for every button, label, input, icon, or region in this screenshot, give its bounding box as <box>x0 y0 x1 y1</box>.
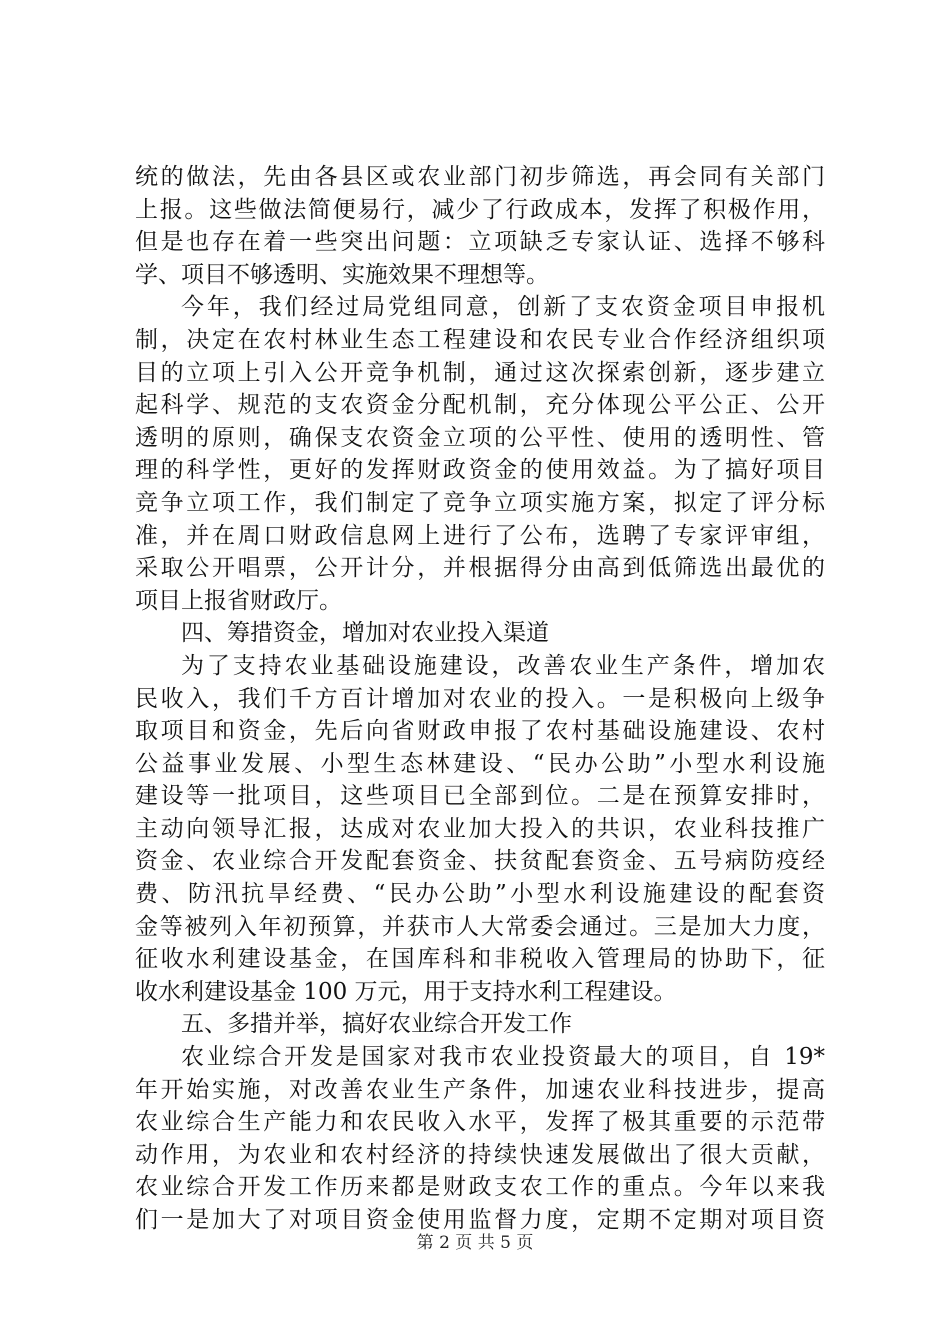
text-line: 取项目和资金，先后向省财政申报了农村基础设施建设、农村 <box>135 718 825 745</box>
text-line: 为了支持农业基础设施建设，改善农业生产条件，增加农 <box>181 652 825 679</box>
text-line: 透明的原则，确保支农资金立项的公平性、使用的透明性、管 <box>135 424 825 451</box>
text-line: 理的科学性，更好的发挥财政资金的使用效益。为了搞好项目 <box>135 457 825 484</box>
text-line: 上报。这些做法简便易行，减少了行政成本，发挥了积极作用， <box>135 196 825 223</box>
text-line: 准，并在周口财政信息网上进行了公布，选聘了专家评审组， <box>135 522 825 549</box>
text-line: 民收入，我们千方百计增加对农业的投入。一是积极向上级争 <box>135 685 825 712</box>
text-line: 五、多措并举，搞好农业综合开发工作 <box>181 1011 572 1038</box>
text-line: 学、项目不够透明、实施效果不理想等。 <box>135 261 549 288</box>
text-line: 公益事业发展、小型生态林建设、“民办公助”小型水利设施 <box>135 750 825 777</box>
text-line: 们一是加大了对项目资金使用监督力度，定期不定期对项目资 <box>135 1207 825 1233</box>
text-line: 起科学、规范的支农资金分配机制，充分体现公平公正、公开 <box>135 392 825 419</box>
text-line: 建设等一批项目，这些项目已全部到位。二是在预算安排时， <box>135 783 825 810</box>
text-line: 竞争立项工作，我们制定了竞争立项实施方案，拟定了评分标 <box>135 489 825 516</box>
text-line: 农业综合开发是国家对我市农业投资最大的项目，自 19* <box>181 1044 825 1071</box>
text-line: 制，决定在农村林业生态工程建设和农民专业合作经济组织项 <box>135 326 825 353</box>
text-line: 资金、农业综合开发配套资金、扶贫配套资金、五号病防疫经 <box>135 848 825 875</box>
text-line: 项目上报省财政厅。 <box>135 587 342 614</box>
text-line: 年开始实施，对改善农业生产条件，加速农业科技进步，提高 <box>135 1076 825 1103</box>
text-line: 主动向领导汇报，达成对农业加大投入的共识，农业科技推广 <box>135 815 825 842</box>
text-line: 今年，我们经过局党组同意，创新了支农资金项目申报机 <box>181 294 825 321</box>
text-line: 采取公开唱票，公开计分，并根据得分由高到低筛选出最优的 <box>135 555 825 582</box>
text-line: 但是也存在着一些突出问题：立项缺乏专家认证、选择不够科 <box>135 229 825 256</box>
text-line: 动作用，为农业和农村经济的持续快速发展做出了很大贡献， <box>135 1141 825 1168</box>
text-line: 农业综合开发工作历来都是财政支农工作的重点。今年以来我 <box>135 1174 825 1201</box>
text-line: 四、筹措资金，增加对农业投入渠道 <box>181 620 549 647</box>
text-line: 农业综合生产能力和农民收入水平，发挥了极其重要的示范带 <box>135 1109 825 1136</box>
text-line: 目的立项上引入公开竞争机制，通过这次探索创新，逐步建立 <box>135 359 825 386</box>
body-text <box>135 161 825 1237</box>
text-line: 金等被列入年初预算，并获市人大常委会通过。三是加大力度， <box>135 913 825 940</box>
text-line: 收水利建设基金 100 万元，用于支持水利工程建设。 <box>135 978 677 1005</box>
text-line: 费、防汛抗旱经费、“民办公助”小型水利设施建设的配套资 <box>135 881 825 908</box>
text-line: 统的做法，先由各县区或农业部门初步筛选，再会同有关部门 <box>135 164 825 190</box>
page-footer: 第 2 页 共 5 页 <box>416 1233 534 1253</box>
text-line: 征收水利建设基金，在国库科和非税收入管理局的协助下，征 <box>135 946 825 973</box>
